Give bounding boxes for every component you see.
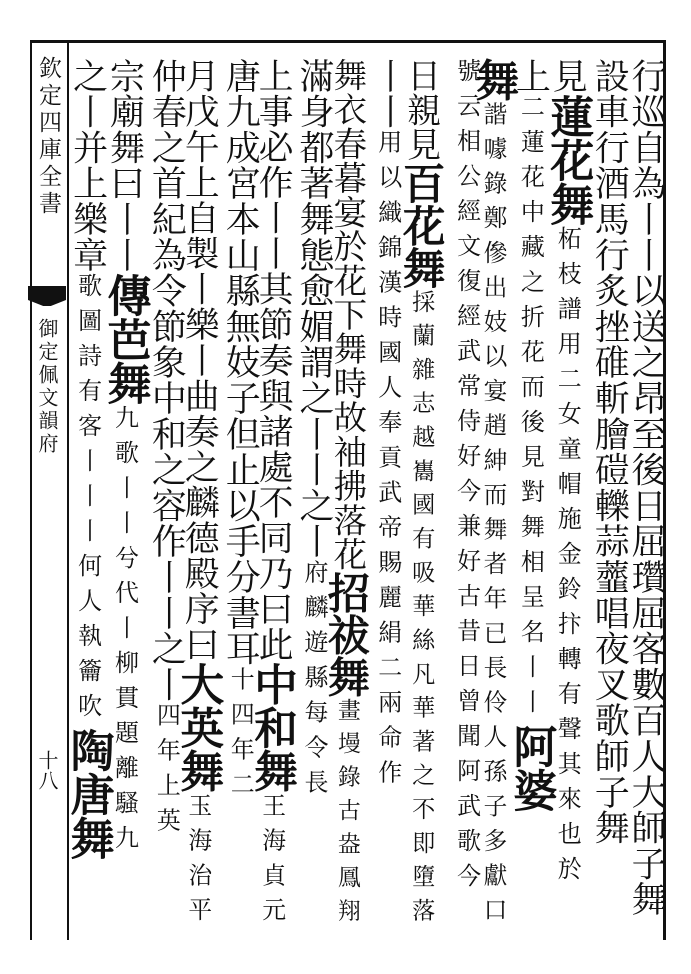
dance-title: 招祓舞 (321, 571, 372, 698)
main-text: 日親見 (401, 58, 441, 162)
book-title: 欽定四庫全書 (35, 56, 61, 218)
main-text: 舞衣春暮宴於花下舞時故袖拂落花 (327, 58, 367, 572)
dance-title: 百花舞 (395, 161, 446, 290)
main-text: 滿身都著舞態愈媚謂之丨丨之丨 (294, 58, 334, 560)
main-text: 上 (510, 58, 551, 94)
dance-title: 陶唐舞 (62, 727, 114, 860)
text-column (395, 58, 446, 932)
commentary-note: 四年上英 (152, 702, 181, 843)
text-column (505, 58, 557, 812)
commentary-note: 九歌丨丨兮代丨柳貫題離騷九 (110, 404, 139, 860)
text-column (62, 58, 114, 860)
commentary-note: 號云相公經文復經武常侍好今兼好古昔日曾聞阿武歌今 (452, 58, 481, 898)
commentary-note: 玉海治平 (184, 792, 213, 932)
dance-title: 蓮花舞 (542, 93, 594, 226)
commentary-note: 十四年二 (226, 666, 255, 807)
fish-tail-mark (28, 286, 66, 300)
main-text: 行巡自為丨丨以送之昂至後日屈瓚屈客數百人大師子舞 (626, 58, 667, 918)
fish-tail-point (28, 300, 66, 306)
main-text: 設車行酒馬行炙挫碓斬膾磑轢蒜虀唱夜叉歌師子舞 (589, 58, 630, 846)
dance-title: 大英舞 (173, 661, 225, 793)
dance-title: 阿婆 (505, 723, 557, 812)
commentary-note: 王海貞元 (258, 792, 287, 932)
main-text: 唐九成宮本山縣無妓子但止以手分書耳 (220, 58, 261, 667)
commentary-note: 諧噱錄鄭傪出妓以宴趙紳而舞者年已長伶人孫子多獻口 (479, 101, 508, 932)
page-number: 十八 (35, 750, 59, 790)
main-text: 上事必作丨丨其節奏與諸處不同乃曰此 (252, 58, 293, 662)
book-subtitle: 御定佩文韻府 (35, 318, 59, 456)
commentary-note: 柘枝譜用二女童帽施金鈴抃轉有聲其來也於 (553, 225, 582, 891)
left-border (30, 40, 32, 940)
main-text: 月戊午上自製丨樂丨曲奏之麟德殿序曰 (178, 58, 219, 662)
commentary-note: 採蘭雜志越巂國有吸華絲凡華著之不即墮落 (407, 289, 435, 932)
commentary-note: 二蓮花中藏之折花而後見對舞相呈名丨丨 (516, 93, 545, 724)
text-column (143, 58, 187, 843)
commentary-note: 府麟遊縣每令長 (300, 559, 328, 805)
main-text: 丨丨 (367, 58, 408, 130)
dance-title: 中和舞 (247, 661, 299, 793)
main-text: 之丨并上樂章 (67, 58, 108, 273)
commentary-note: 用以織錦漢時國人奉貢武帝賜麗絹二兩命作 (373, 129, 402, 795)
main-text: 仲春之首紀為令節象中和之容作丨丨之丨 (146, 58, 187, 703)
dance-title: 舞 (468, 58, 520, 102)
top-border (30, 40, 666, 43)
commentary-note: 畫墁錄古盎鳳翔 (333, 697, 360, 932)
main-text: 見 (547, 58, 588, 94)
commentary-note: 歌圖詩有客丨丨丨何人執籥吹 (73, 272, 102, 728)
main-text: 宗廟舞曰丨丨 (104, 58, 145, 273)
dance-title: 傳芭舞 (99, 272, 151, 405)
text-column (468, 58, 520, 932)
